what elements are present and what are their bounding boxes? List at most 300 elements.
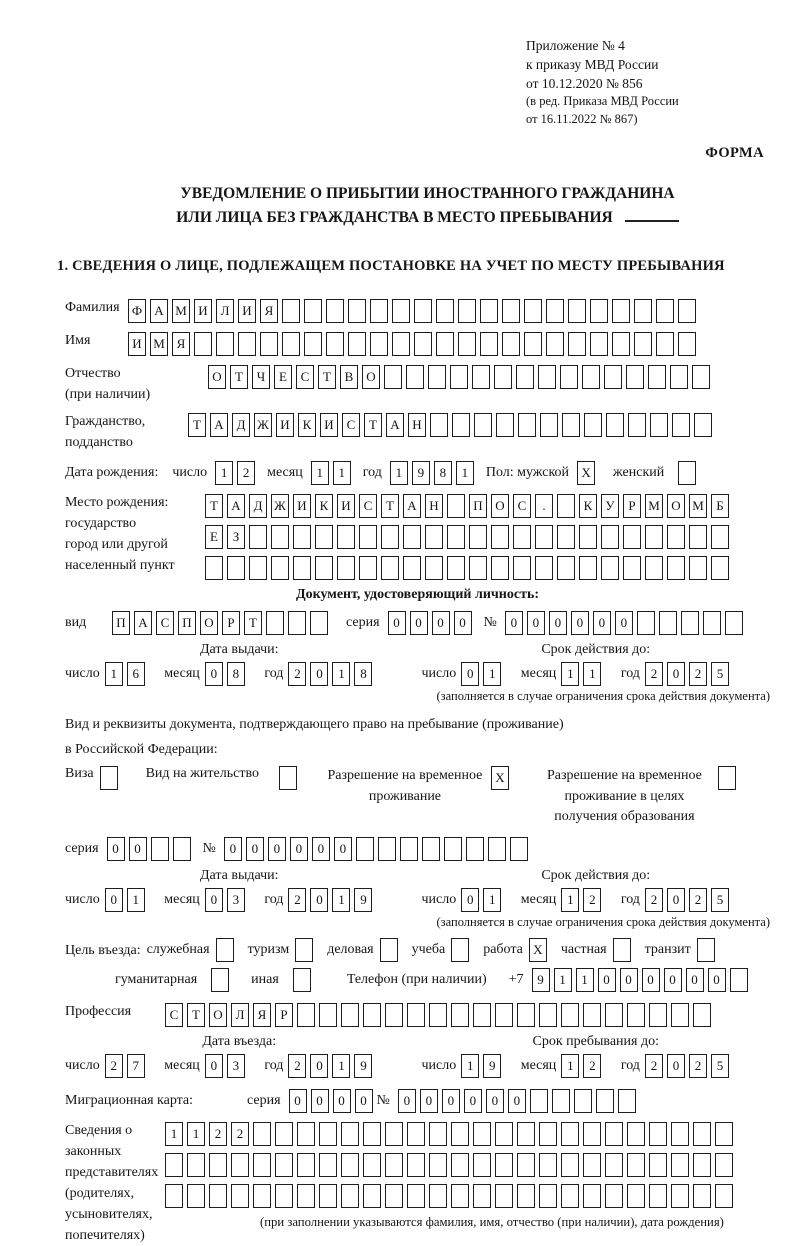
char-box[interactable] — [648, 365, 666, 389]
char-box[interactable]: 1 — [390, 461, 408, 485]
char-box[interactable] — [495, 1153, 513, 1177]
char-box[interactable] — [249, 525, 267, 549]
char-box[interactable]: Т — [230, 365, 248, 389]
char-box[interactable] — [524, 299, 542, 323]
gender-male-checkbox[interactable]: X — [577, 461, 595, 485]
char-box[interactable] — [319, 1153, 337, 1177]
char-box[interactable]: 0 — [508, 1089, 526, 1113]
char-box[interactable]: 0 — [667, 888, 685, 912]
char-box[interactable] — [605, 1003, 623, 1027]
char-box[interactable] — [451, 1122, 469, 1146]
char-box[interactable]: А — [227, 494, 245, 518]
char-box[interactable]: И — [238, 299, 256, 323]
char-box[interactable]: 0 — [289, 1089, 307, 1113]
char-box[interactable]: 1 — [187, 1122, 205, 1146]
char-box[interactable]: Ж — [254, 413, 272, 437]
char-box[interactable] — [517, 1153, 535, 1177]
char-box[interactable] — [667, 556, 685, 580]
char-box[interactable] — [502, 332, 520, 356]
char-box[interactable] — [275, 1122, 293, 1146]
char-box[interactable] — [469, 556, 487, 580]
char-box[interactable] — [715, 1184, 733, 1208]
char-box[interactable]: 1 — [127, 888, 145, 912]
char-box[interactable] — [495, 1003, 513, 1027]
char-box[interactable] — [363, 1122, 381, 1146]
char-box[interactable] — [297, 1184, 315, 1208]
char-box[interactable]: О — [491, 494, 509, 518]
char-box[interactable] — [715, 1122, 733, 1146]
char-box[interactable] — [452, 413, 470, 437]
char-box[interactable]: 0 — [598, 968, 616, 992]
char-box[interactable] — [472, 365, 490, 389]
char-box[interactable]: 0 — [311, 1089, 329, 1113]
char-box[interactable]: 1 — [561, 888, 579, 912]
char-box[interactable] — [253, 1122, 271, 1146]
char-box[interactable]: 0 — [461, 888, 479, 912]
char-box[interactable] — [513, 525, 531, 549]
char-box[interactable] — [693, 1184, 711, 1208]
char-box[interactable] — [517, 1122, 535, 1146]
char-box[interactable] — [227, 556, 245, 580]
char-box[interactable] — [524, 332, 542, 356]
char-box[interactable] — [341, 1122, 359, 1146]
char-box[interactable] — [678, 332, 696, 356]
char-box[interactable]: 2 — [645, 1054, 663, 1078]
char-box[interactable] — [671, 1153, 689, 1177]
char-box[interactable] — [319, 1184, 337, 1208]
char-box[interactable] — [297, 1003, 315, 1027]
char-box[interactable] — [341, 1184, 359, 1208]
char-box[interactable] — [488, 837, 506, 861]
char-box[interactable] — [672, 413, 690, 437]
char-box[interactable] — [689, 556, 707, 580]
char-box[interactable] — [557, 525, 575, 549]
char-box[interactable] — [689, 525, 707, 549]
char-box[interactable]: 9 — [354, 1054, 372, 1078]
visa-checkbox[interactable] — [100, 766, 118, 790]
char-box[interactable] — [546, 332, 564, 356]
char-box[interactable]: Я — [260, 299, 278, 323]
char-box[interactable] — [649, 1184, 667, 1208]
char-box[interactable] — [385, 1003, 403, 1027]
char-box[interactable] — [645, 525, 663, 549]
char-box[interactable] — [271, 525, 289, 549]
business-checkbox[interactable] — [380, 938, 398, 962]
char-box[interactable] — [539, 1184, 557, 1208]
char-box[interactable]: 0 — [334, 837, 352, 861]
official-checkbox[interactable] — [216, 938, 234, 962]
char-box[interactable] — [656, 299, 674, 323]
char-box[interactable] — [304, 332, 322, 356]
char-box[interactable] — [568, 299, 586, 323]
char-box[interactable] — [474, 413, 492, 437]
char-box[interactable] — [693, 1122, 711, 1146]
char-box[interactable] — [151, 837, 169, 861]
char-box[interactable]: 0 — [420, 1089, 438, 1113]
char-box[interactable]: 2 — [105, 1054, 123, 1078]
char-box[interactable]: 0 — [333, 1089, 351, 1113]
char-box[interactable] — [628, 413, 646, 437]
char-box[interactable]: 2 — [288, 1054, 306, 1078]
char-box[interactable] — [378, 837, 396, 861]
char-box[interactable] — [601, 556, 619, 580]
char-box[interactable] — [480, 332, 498, 356]
char-box[interactable] — [535, 525, 553, 549]
transit-checkbox[interactable] — [697, 938, 715, 962]
char-box[interactable] — [539, 1122, 557, 1146]
char-box[interactable]: 0 — [708, 968, 726, 992]
char-box[interactable] — [385, 1122, 403, 1146]
char-box[interactable]: И — [320, 413, 338, 437]
char-box[interactable] — [711, 525, 729, 549]
gender-female-checkbox[interactable] — [678, 461, 696, 485]
char-box[interactable] — [414, 299, 432, 323]
char-box[interactable] — [282, 299, 300, 323]
char-box[interactable] — [605, 1153, 623, 1177]
char-box[interactable]: 1 — [105, 662, 123, 686]
char-box[interactable]: 1 — [561, 662, 579, 686]
char-box[interactable] — [253, 1184, 271, 1208]
char-box[interactable]: 1 — [332, 1054, 350, 1078]
char-box[interactable] — [546, 299, 564, 323]
char-box[interactable]: 8 — [434, 461, 452, 485]
char-box[interactable] — [538, 365, 556, 389]
char-box[interactable]: Я — [172, 332, 190, 356]
char-box[interactable]: 0 — [454, 611, 472, 635]
char-box[interactable] — [165, 1153, 183, 1177]
char-box[interactable] — [337, 556, 355, 580]
char-box[interactable] — [692, 365, 710, 389]
char-box[interactable] — [403, 525, 421, 549]
char-box[interactable]: 0 — [461, 662, 479, 686]
char-box[interactable]: 1 — [483, 888, 501, 912]
char-box[interactable] — [414, 332, 432, 356]
char-box[interactable]: 2 — [231, 1122, 249, 1146]
char-box[interactable]: Т — [188, 413, 206, 437]
char-box[interactable] — [557, 556, 575, 580]
char-box[interactable]: 3 — [227, 1054, 245, 1078]
char-box[interactable] — [473, 1153, 491, 1177]
char-box[interactable]: О — [200, 611, 218, 635]
char-box[interactable]: 0 — [205, 888, 223, 912]
char-box[interactable] — [304, 299, 322, 323]
char-box[interactable] — [606, 413, 624, 437]
char-box[interactable] — [238, 332, 256, 356]
char-box[interactable] — [385, 1184, 403, 1208]
char-box[interactable]: Д — [249, 494, 267, 518]
char-box[interactable] — [209, 1184, 227, 1208]
char-box[interactable]: Н — [408, 413, 426, 437]
char-box[interactable]: Т — [187, 1003, 205, 1027]
char-box[interactable] — [429, 1184, 447, 1208]
char-box[interactable]: С — [165, 1003, 183, 1027]
char-box[interactable] — [649, 1122, 667, 1146]
char-box[interactable] — [539, 1153, 557, 1177]
char-box[interactable]: 0 — [246, 837, 264, 861]
char-box[interactable] — [627, 1003, 645, 1027]
char-box[interactable]: 0 — [432, 611, 450, 635]
char-box[interactable] — [275, 1184, 293, 1208]
char-box[interactable] — [579, 556, 597, 580]
char-box[interactable] — [429, 1122, 447, 1146]
char-box[interactable] — [341, 1003, 359, 1027]
char-box[interactable]: В — [340, 365, 358, 389]
char-box[interactable]: Е — [205, 525, 223, 549]
char-box[interactable]: 2 — [689, 662, 707, 686]
char-box[interactable] — [271, 556, 289, 580]
char-box[interactable] — [513, 556, 531, 580]
char-box[interactable] — [495, 1184, 513, 1208]
char-box[interactable]: 2 — [583, 1054, 601, 1078]
char-box[interactable] — [612, 332, 630, 356]
char-box[interactable] — [667, 525, 685, 549]
char-box[interactable]: 2 — [645, 888, 663, 912]
char-box[interactable] — [165, 1184, 183, 1208]
char-box[interactable] — [535, 556, 553, 580]
char-box[interactable] — [209, 1153, 227, 1177]
char-box[interactable]: 3 — [227, 888, 245, 912]
char-box[interactable] — [670, 365, 688, 389]
char-box[interactable] — [359, 556, 377, 580]
char-box[interactable]: 0 — [615, 611, 633, 635]
char-box[interactable] — [583, 1153, 601, 1177]
char-box[interactable]: 0 — [310, 888, 328, 912]
char-box[interactable]: 5 — [711, 1054, 729, 1078]
char-box[interactable] — [458, 332, 476, 356]
char-box[interactable] — [205, 556, 223, 580]
char-box[interactable]: 2 — [689, 888, 707, 912]
char-box[interactable]: Р — [222, 611, 240, 635]
char-box[interactable]: Е — [274, 365, 292, 389]
char-box[interactable] — [623, 525, 641, 549]
private-checkbox[interactable] — [613, 938, 631, 962]
char-box[interactable] — [568, 332, 586, 356]
char-box[interactable] — [693, 1153, 711, 1177]
char-box[interactable]: 0 — [290, 837, 308, 861]
char-box[interactable]: 0 — [667, 662, 685, 686]
char-box[interactable]: 2 — [237, 461, 255, 485]
tourism-checkbox[interactable] — [295, 938, 313, 962]
char-box[interactable] — [656, 332, 674, 356]
char-box[interactable] — [510, 837, 528, 861]
char-box[interactable] — [634, 332, 652, 356]
char-box[interactable]: 0 — [667, 1054, 685, 1078]
char-box[interactable]: К — [298, 413, 316, 437]
char-box[interactable] — [681, 611, 699, 635]
char-box[interactable] — [430, 413, 448, 437]
char-box[interactable] — [552, 1089, 570, 1113]
char-box[interactable] — [715, 1153, 733, 1177]
char-box[interactable] — [436, 299, 454, 323]
char-box[interactable] — [557, 494, 575, 518]
char-box[interactable]: М — [689, 494, 707, 518]
char-box[interactable]: 1 — [332, 888, 350, 912]
char-box[interactable] — [363, 1153, 381, 1177]
char-box[interactable]: 0 — [505, 611, 523, 635]
char-box[interactable]: Н — [425, 494, 443, 518]
char-box[interactable] — [583, 1003, 601, 1027]
char-box[interactable] — [496, 413, 514, 437]
char-box[interactable] — [187, 1184, 205, 1208]
char-box[interactable]: 0 — [642, 968, 660, 992]
char-box[interactable]: 5 — [711, 888, 729, 912]
char-box[interactable] — [561, 1122, 579, 1146]
temp-residence-education-checkbox[interactable] — [718, 766, 736, 790]
char-box[interactable]: Д — [232, 413, 250, 437]
char-box[interactable]: Ф — [128, 299, 146, 323]
char-box[interactable] — [584, 413, 602, 437]
char-box[interactable]: П — [112, 611, 130, 635]
char-box[interactable]: 1 — [483, 662, 501, 686]
char-box[interactable] — [583, 1122, 601, 1146]
char-box[interactable] — [693, 1003, 711, 1027]
char-box[interactable] — [678, 299, 696, 323]
char-box[interactable]: 9 — [483, 1054, 501, 1078]
char-box[interactable] — [711, 556, 729, 580]
char-box[interactable]: 1 — [456, 461, 474, 485]
char-box[interactable]: Т — [381, 494, 399, 518]
char-box[interactable] — [627, 1184, 645, 1208]
char-box[interactable] — [494, 365, 512, 389]
char-box[interactable]: С — [513, 494, 531, 518]
char-box[interactable] — [407, 1184, 425, 1208]
char-box[interactable] — [605, 1122, 623, 1146]
char-box[interactable]: 0 — [105, 888, 123, 912]
char-box[interactable]: 1 — [561, 1054, 579, 1078]
char-box[interactable] — [671, 1184, 689, 1208]
char-box[interactable] — [671, 1122, 689, 1146]
char-box[interactable] — [637, 611, 655, 635]
char-box[interactable]: 2 — [645, 662, 663, 686]
char-box[interactable]: 1 — [332, 662, 350, 686]
char-box[interactable] — [612, 299, 630, 323]
char-box[interactable] — [249, 556, 267, 580]
char-box[interactable] — [282, 332, 300, 356]
char-box[interactable] — [601, 525, 619, 549]
char-box[interactable] — [659, 611, 677, 635]
char-box[interactable] — [517, 1003, 535, 1027]
char-box[interactable] — [574, 1089, 592, 1113]
char-box[interactable]: Р — [275, 1003, 293, 1027]
char-box[interactable] — [590, 332, 608, 356]
char-box[interactable]: 1 — [215, 461, 233, 485]
char-box[interactable]: . — [535, 494, 553, 518]
char-box[interactable] — [447, 556, 465, 580]
char-box[interactable] — [582, 365, 600, 389]
char-box[interactable] — [671, 1003, 689, 1027]
char-box[interactable] — [517, 1184, 535, 1208]
char-box[interactable] — [407, 1122, 425, 1146]
char-box[interactable]: Я — [253, 1003, 271, 1027]
char-box[interactable]: 0 — [442, 1089, 460, 1113]
char-box[interactable]: Б — [711, 494, 729, 518]
char-box[interactable] — [725, 611, 743, 635]
char-box[interactable] — [561, 1003, 579, 1027]
char-box[interactable]: 0 — [486, 1089, 504, 1113]
char-box[interactable] — [173, 837, 191, 861]
char-box[interactable]: 6 — [127, 662, 145, 686]
char-box[interactable]: Л — [231, 1003, 249, 1027]
char-box[interactable] — [518, 413, 536, 437]
char-box[interactable] — [626, 365, 644, 389]
char-box[interactable] — [231, 1153, 249, 1177]
char-box[interactable] — [634, 299, 652, 323]
char-box[interactable] — [319, 1122, 337, 1146]
char-box[interactable] — [425, 525, 443, 549]
char-box[interactable] — [275, 1153, 293, 1177]
char-box[interactable]: 0 — [664, 968, 682, 992]
char-box[interactable] — [618, 1089, 636, 1113]
char-box[interactable] — [381, 525, 399, 549]
char-box[interactable] — [605, 1184, 623, 1208]
char-box[interactable]: 0 — [464, 1089, 482, 1113]
char-box[interactable] — [384, 365, 402, 389]
char-box[interactable]: К — [315, 494, 333, 518]
char-box[interactable]: А — [210, 413, 228, 437]
char-box[interactable] — [560, 365, 578, 389]
char-box[interactable] — [469, 525, 487, 549]
char-box[interactable] — [370, 299, 388, 323]
char-box[interactable]: 0 — [312, 837, 330, 861]
char-box[interactable]: 9 — [412, 461, 430, 485]
char-box[interactable]: У — [601, 494, 619, 518]
char-box[interactable] — [288, 611, 306, 635]
humanitarian-checkbox[interactable] — [211, 968, 229, 992]
char-box[interactable] — [428, 365, 446, 389]
char-box[interactable] — [516, 365, 534, 389]
char-box[interactable]: 1 — [583, 662, 601, 686]
char-box[interactable]: 2 — [288, 888, 306, 912]
char-box[interactable] — [473, 1003, 491, 1027]
char-box[interactable]: 8 — [227, 662, 245, 686]
char-box[interactable] — [436, 332, 454, 356]
char-box[interactable] — [447, 525, 465, 549]
char-box[interactable]: О — [667, 494, 685, 518]
char-box[interactable] — [392, 332, 410, 356]
char-box[interactable]: 2 — [209, 1122, 227, 1146]
char-box[interactable]: 2 — [689, 1054, 707, 1078]
char-box[interactable]: П — [469, 494, 487, 518]
char-box[interactable]: 0 — [410, 611, 428, 635]
char-box[interactable] — [444, 837, 462, 861]
char-box[interactable] — [381, 556, 399, 580]
char-box[interactable] — [539, 1003, 557, 1027]
char-box[interactable] — [326, 299, 344, 323]
char-box[interactable] — [473, 1184, 491, 1208]
char-box[interactable]: 0 — [205, 662, 223, 686]
char-box[interactable] — [645, 556, 663, 580]
char-box[interactable] — [422, 837, 440, 861]
char-box[interactable] — [359, 525, 377, 549]
char-box[interactable] — [341, 1153, 359, 1177]
char-box[interactable] — [297, 1122, 315, 1146]
char-box[interactable] — [194, 332, 212, 356]
char-box[interactable]: 8 — [354, 662, 372, 686]
char-box[interactable]: Ж — [271, 494, 289, 518]
char-box[interactable]: Л — [216, 299, 234, 323]
char-box[interactable] — [216, 332, 234, 356]
char-box[interactable]: 0 — [268, 837, 286, 861]
char-box[interactable] — [231, 1184, 249, 1208]
char-box[interactable] — [319, 1003, 337, 1027]
temp-residence-checkbox[interactable]: X — [491, 766, 509, 790]
char-box[interactable] — [491, 525, 509, 549]
char-box[interactable] — [447, 494, 465, 518]
char-box[interactable]: О — [209, 1003, 227, 1027]
char-box[interactable] — [491, 556, 509, 580]
char-box[interactable]: 0 — [686, 968, 704, 992]
char-box[interactable]: 0 — [398, 1089, 416, 1113]
